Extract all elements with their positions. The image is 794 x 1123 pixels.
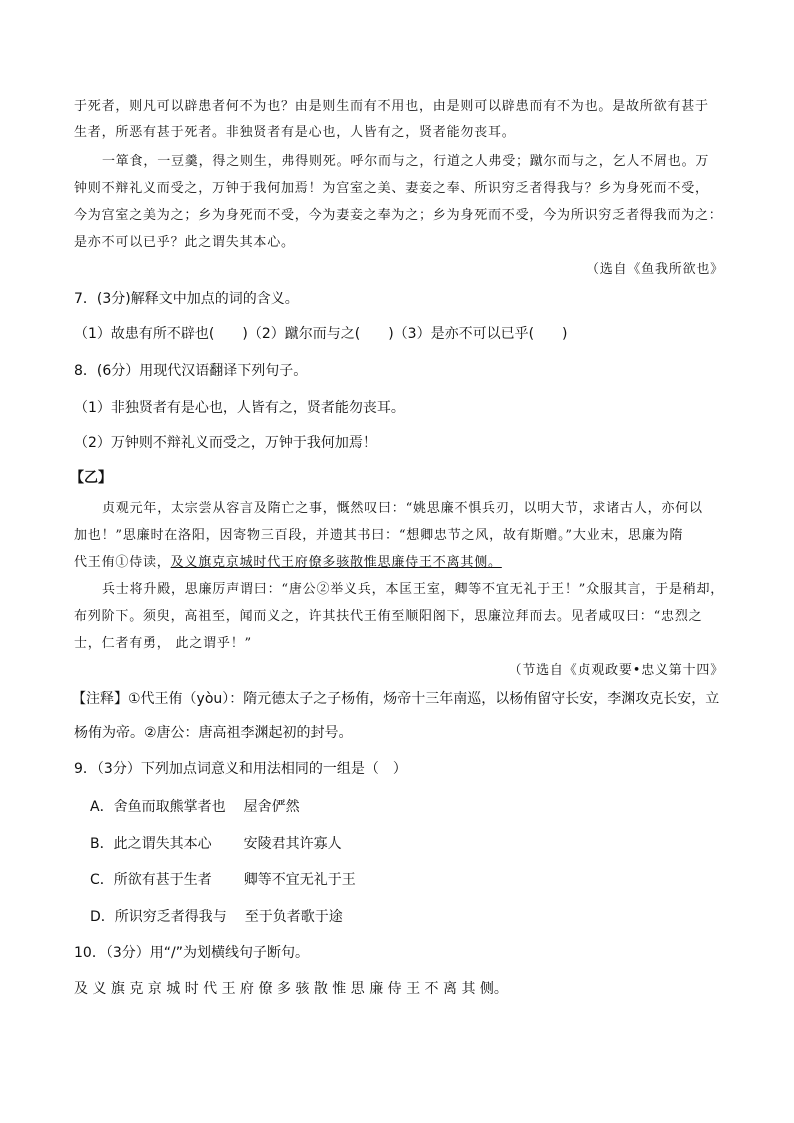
option-letter: A．: [90, 799, 114, 815]
question-10-stem: 10．（3分）用“/”为划横线句子断句。: [74, 945, 309, 961]
option-text: 屋舍俨然: [243, 799, 300, 815]
option-text: 舍鱼而取熊掌者也: [113, 799, 226, 815]
question-10-sentence: 及 义 旗 克 京 城 时 代 王 府 僚 多 骇 散 惟 思 廉 侍 王 不 离 其 侧。: [74, 981, 508, 997]
option-b: [90, 833, 342, 853]
passage-source: （节选自《贞观政要•忠义第十四》: [508, 663, 724, 678]
passage-line: 是亦不可以已乎？此之谓失其本心。: [74, 235, 295, 250]
option-c: [90, 869, 356, 889]
passage-line: 兵士将升殿，思廉厉声谓曰：“唐公②举义兵，本匡王室，卿等不宜无礼于王！”众服其言，于是稍却，: [102, 582, 725, 597]
passage-line: 加也！”思廉时在洛阳，因寄物三百段，并遗其书曰：“想卿忠节之风，故有斯赠。”大业末，思廉为隋: [74, 528, 684, 543]
option-d: [90, 906, 343, 926]
passage-text: 代王侑①侍读，: [74, 555, 171, 570]
passage-line: 布列阶下。须臾，高祖至，闻而义之，许其扶代王侑至顺阳阁下，思廉泣拜而去。见者咸叹曰：“忠烈之: [74, 609, 703, 624]
annotation-line: 【注释】①代王侑（yòu）：隋元德太子之子杨侑，炀帝十三年南巡，以杨侑留守长安，李渊攻克长安，立: [72, 691, 720, 707]
underlined-sentence: 及义旗克京城时代王府僚多骇散惟思廉侍王不离其侧。: [170, 555, 502, 570]
passage-line: [74, 551, 502, 570]
option-text: 所欲有甚于生者: [113, 872, 212, 888]
option-text: 所识穷乏者得我与: [114, 909, 227, 925]
passage-line: 士，仁者有勇， 此之谓乎！”: [74, 636, 252, 651]
passage-line: 钟则不辩礼义而受之，万钟于我何加焉！为宫室之美、妻妾之奉、所识穷乏者得我与？乡为身死而不受，: [74, 181, 709, 196]
passage-line: 于死者，则凡可以辟患者何不为也？由是则生而有不用也，由是则可以辟患而有不为也。是故所欲有甚于: [74, 99, 709, 114]
question-7-stem: 7．(3分)解释文中加点的词的含义。: [74, 291, 299, 307]
passage-line: 一箪食，一豆羹，得之则生，弗得则死。呼尔而与之，行道之人弗受；蹴尔而与之，乞人不屑也。万: [102, 154, 710, 169]
question-7-items: （1）故患有所不辟也( )（2）蹴尔而与之( )（3）是亦不可以已乎( ): [74, 326, 568, 342]
option-letter: D．: [90, 909, 115, 925]
passage-line: 今为宫室之美为之；乡为身死而不受，今为妻妾之奉为之；乡为身死而不受，今为所识穷乏者得我而为之：: [74, 208, 723, 223]
passage-line: 生者，所恶有甚于死者。非独贤者有是心也，人皆有之，贤者能勿丧耳。: [74, 125, 516, 140]
option-a: [90, 796, 300, 816]
option-text: 安陵君其许寡人: [243, 836, 342, 852]
option-text: 至于负者歌于途: [244, 909, 343, 925]
option-text: 此之谓失其本心: [113, 836, 212, 852]
question-9-stem: 9．（3分）下列加点词意义和用法相同的一组是（ ）: [74, 761, 407, 777]
annotation-line: 杨侑为帝。②唐公：唐高祖李渊起初的封号。: [74, 725, 353, 741]
question-8-stem: 8．(6分）用现代汉语翻译下列句子。: [74, 363, 308, 379]
question-8-sentence-1: （1）非独贤者有是心也，人皆有之，贤者能勿丧耳。: [74, 400, 405, 416]
option-letter: C．: [90, 872, 114, 888]
passage-line: 贞观元年，太宗尝从容言及隋亡之事，慨然叹曰：“姚思廉不惧兵刃，以明大节，求诸古人，亦何以: [102, 501, 703, 516]
option-text: 卿等不宜无礼于王: [243, 872, 356, 888]
question-8-sentence-2: （2）万钟则不辩礼义而受之，万钟于我何加焉！: [74, 435, 377, 451]
option-letter: B．: [90, 836, 114, 852]
passage-source: （选自《鱼我所欲也》: [585, 262, 724, 277]
section-heading-yi: 【乙】: [70, 470, 112, 486]
